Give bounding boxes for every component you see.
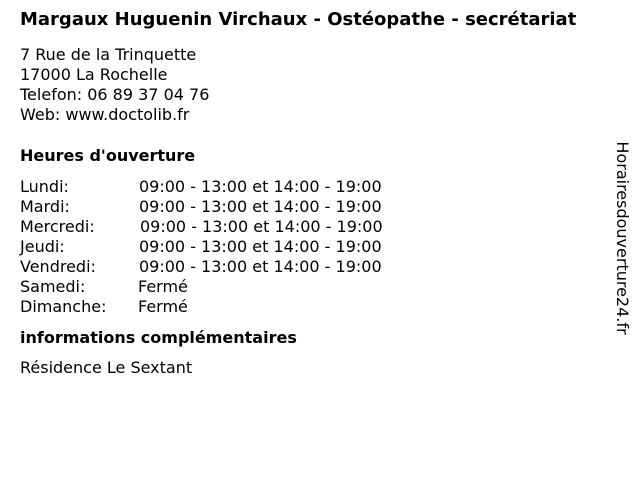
hours-row-wednesday [20, 217, 600, 237]
day-hours: Fermé [138, 297, 188, 316]
hours-row-tuesday [20, 197, 600, 217]
day-hours: 09:00 - 13:00 et 14:00 - 19:00 [139, 177, 382, 196]
hours-row-sunday [20, 297, 600, 317]
day-hours: 09:00 - 13:00 et 14:00 - 19:00 [140, 217, 383, 236]
hours-row-friday [20, 257, 600, 277]
city-postcode: 17000 La Rochelle [20, 65, 168, 84]
hours-row-thursday [20, 237, 600, 257]
opening-hours-list [20, 177, 600, 317]
opening-hours-heading: Heures d'ouverture [20, 146, 196, 165]
hours-row-saturday [20, 277, 600, 297]
day-label: Vendredi: [20, 257, 96, 276]
day-label: Mardi: [20, 197, 70, 216]
phone-number: Telefon: 06 89 37 04 76 [20, 85, 210, 104]
hours-row-monday [20, 177, 600, 197]
additional-info-heading: informations complémentaires [20, 328, 297, 347]
additional-info-text: Résidence Le Sextant [20, 358, 193, 377]
day-label: Samedi: [20, 277, 86, 296]
day-hours: 09:00 - 13:00 et 14:00 - 19:00 [139, 197, 382, 216]
day-hours: 09:00 - 13:00 et 14:00 - 19:00 [139, 237, 382, 256]
site-watermark: Horairesdouverture24.fr [613, 141, 632, 335]
street-address: 7 Rue de la Trinquette [20, 45, 197, 64]
day-hours: 09:00 - 13:00 et 14:00 - 19:00 [139, 257, 382, 276]
day-label: Jeudi: [20, 237, 65, 256]
day-label: Dimanche: [20, 297, 107, 316]
address-block [20, 45, 600, 125]
day-label: Lundi: [20, 177, 69, 196]
day-label: Mercredi: [20, 217, 95, 236]
website-link: Web: www.doctolib.fr [20, 105, 190, 124]
page-title: Margaux Huguenin Virchaux - Ostéopathe - secrétariat [20, 9, 577, 30]
business-listing [20, 10, 600, 378]
day-hours: Fermé [138, 277, 188, 296]
